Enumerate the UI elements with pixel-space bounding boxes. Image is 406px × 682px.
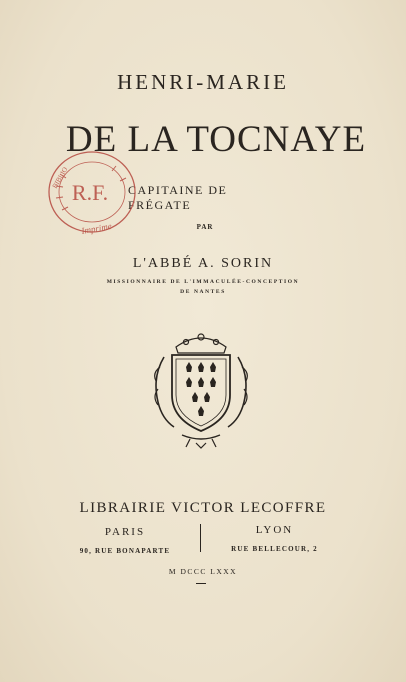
publisher-paris (60, 526, 190, 555)
title-line-1: HENRI-MARIE (117, 70, 289, 94)
address-lyon: RUE BELLECOUR, 2 (231, 545, 318, 553)
city-paris: PARIS (104, 526, 146, 538)
by-label: PAR (196, 223, 214, 231)
subtitle-rank: CAPITAINE DE FRÉGATE (128, 183, 228, 212)
svg-text:Imprime: Imprime (80, 220, 113, 236)
author-name: L'ABBÉ A. SORIN (132, 256, 274, 271)
address-paris: 90, RUE BONAPARTE (79, 547, 171, 555)
library-stamp (46, 146, 154, 242)
author-role-line-2: DE NANTES (180, 289, 226, 295)
svg-text:R.F.: R.F. (71, 180, 109, 205)
author-role-line-1: MISSIONNAIRE DE L'IMMACULÉE-CONCEPTION (106, 279, 300, 285)
svg-text:BIBLIO: BIBLIO (50, 165, 70, 190)
publication-date: M DCCC LXXX (168, 567, 238, 576)
column-divider (200, 524, 201, 552)
coat-of-arms (146, 327, 256, 449)
publisher-name: LIBRAIRIE VICTOR LECOFFRE (79, 500, 327, 516)
date-rule (196, 583, 206, 584)
title-line-2: DE LA TOCNAYE (65, 119, 367, 160)
city-lyon: LYON (255, 524, 294, 536)
publisher-lyon (212, 524, 337, 553)
